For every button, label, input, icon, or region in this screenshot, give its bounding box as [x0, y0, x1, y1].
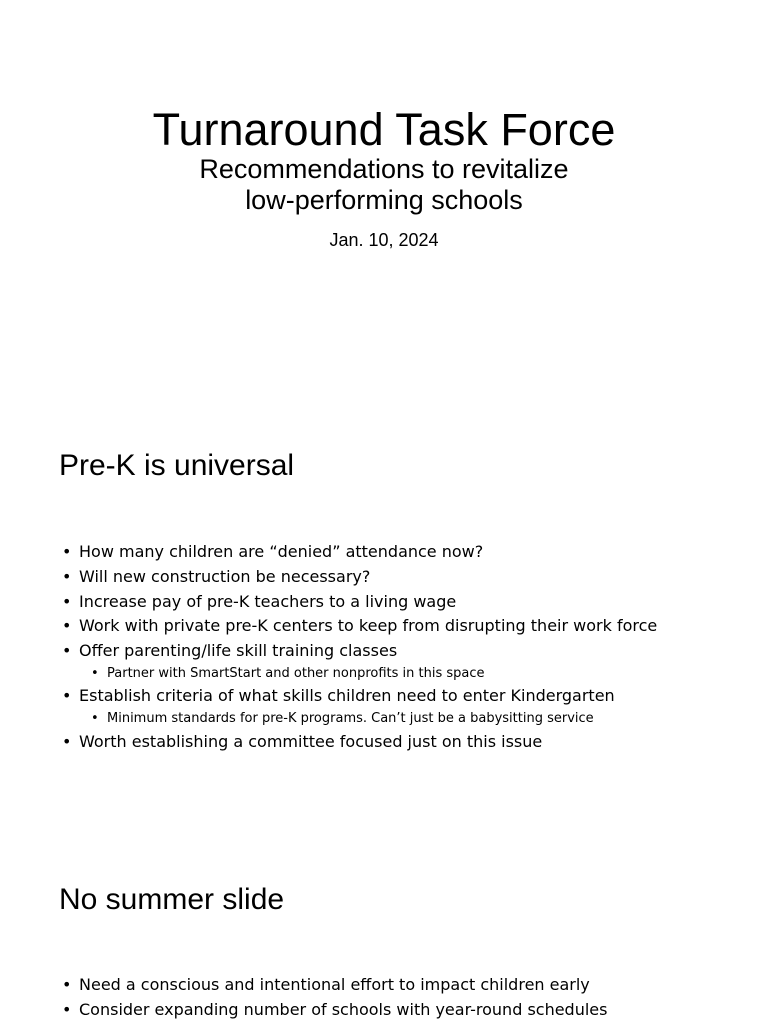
slide-heading: Pre-K is universal — [59, 449, 295, 482]
title-slide — [0, 0, 768, 330]
bullet-list — [62, 540, 657, 755]
bullet-item: • Consider expanding number of schools with year-round schedules — [62, 998, 607, 1023]
slide-heading: No summer slide — [59, 883, 285, 916]
bullet-item: • Work with private pre-K centers to keep from disrupting their work force — [62, 614, 657, 639]
main-title: Turnaround Task Force — [152, 104, 616, 155]
sub-bullet-item: • Partner with SmartStart and other nonprofits in this space — [91, 664, 657, 685]
bullet-item: • Need a conscious and intentional effort to impact children early — [62, 973, 607, 998]
subtitle — [0, 154, 768, 216]
slide-summer-slide — [0, 840, 768, 1024]
bullet-list — [62, 973, 607, 1023]
bullet-item: • Increase pay of pre-K teachers to a living wage — [62, 590, 657, 615]
sub-bullet-item: • Minimum standards for pre-K programs. Can’t just be a babysitting service — [91, 709, 657, 730]
bullet-item: • How many children are “denied” attendance now? — [62, 540, 657, 565]
bullet-item: • Establish criteria of what skills children need to enter Kindergarten — [62, 684, 657, 709]
bullet-item: • Offer parenting/life skill training classes — [62, 639, 657, 664]
subtitle-line-2: low-performing schools — [245, 185, 523, 215]
bullet-item: • Will new construction be necessary? — [62, 565, 657, 590]
subtitle-line-1: Recommendations to revitalize — [199, 154, 569, 184]
slide-pre-k — [0, 330, 768, 840]
bullet-item: • Worth establishing a committee focused just on this issue — [62, 730, 657, 755]
presentation-date: Jan. 10, 2024 — [329, 230, 439, 250]
